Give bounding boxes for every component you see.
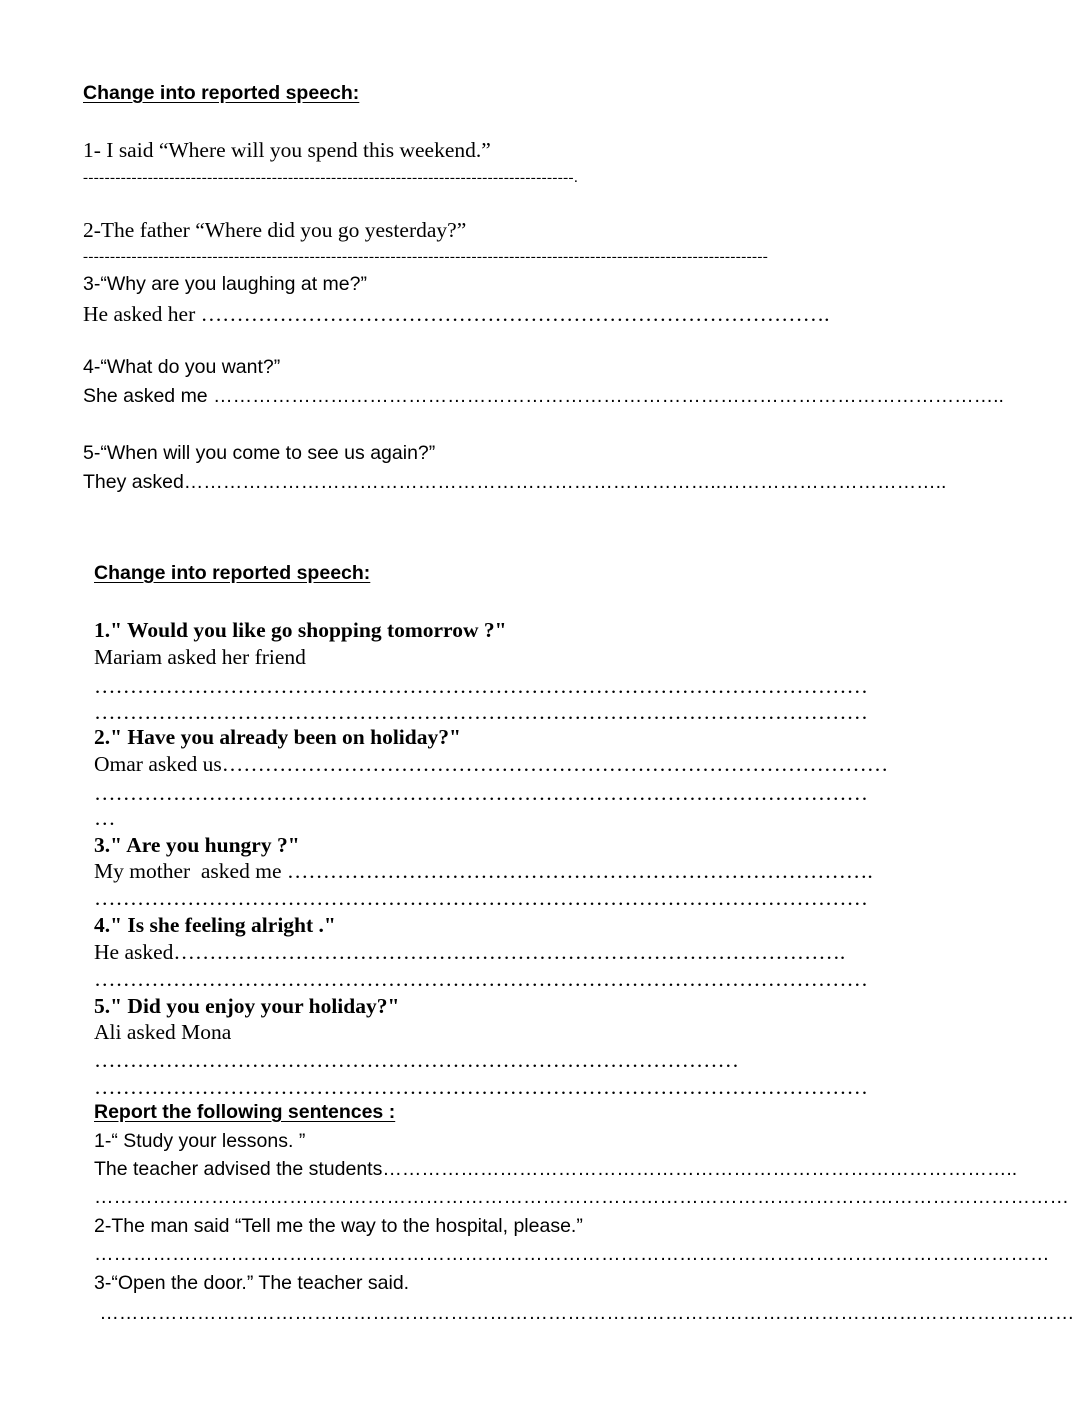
section1-heading: Change into reported speech: <box>83 82 360 104</box>
s2-prompt-2[interactable]: Omar asked us………………………………………………………………………………… <box>94 752 889 776</box>
s1-answer-line-4[interactable]: She asked me ………………………………………………………………………………………………………….. <box>83 385 1004 407</box>
s1-answer-line-1[interactable]: -------------------------------------------------------------------------------------------. <box>83 170 579 186</box>
s1-answer-line-5[interactable]: They asked………………………………………………………………………..…………………………….. <box>83 471 947 493</box>
s3-answer-line-2[interactable]: ………………………………………………………………………………………………………………………………… <box>94 1243 1050 1265</box>
s2-question-2: 2." Have you already been on holiday?" <box>94 725 461 749</box>
s2-answer-line-4[interactable]: ……………………………………………………………………………………………… <box>94 967 868 991</box>
s2-question-3: 3." Are you hungry ?" <box>94 833 300 857</box>
s3-answer-line-1b[interactable]: …………………………………………………………………………………………………………………………………… <box>94 1186 1069 1208</box>
s2-prompt-5: Ali asked Mona <box>94 1020 232 1044</box>
section2-heading: Change into reported speech: <box>94 562 371 584</box>
s2-prompt-4[interactable]: He asked…………………………………………………………………………………. <box>94 940 846 964</box>
s2-answer-line-2a[interactable]: ……………………………………………………………………………………………… <box>94 781 868 805</box>
s2-question-1: 1." Would you like go shopping tomorrow ?" <box>94 618 507 642</box>
s3-answer-line-1a[interactable]: The teacher advised the students…………………………………………………………………………………….. <box>94 1158 1018 1180</box>
s2-answer-line-5b[interactable]: ……………………………………………………………………………………………… <box>94 1075 868 1099</box>
s3-sentence-3: 3-“Open the door.” The teacher said. <box>94 1272 410 1294</box>
s2-prompt-3[interactable]: My mother asked me ………………………………………………………………………. <box>94 859 873 883</box>
s1-question-2: 2-The father “Where did you go yesterday?” <box>83 218 467 242</box>
s3-sentence-2: 2-The man said “Tell me the way to the hospital, please.” <box>94 1215 583 1237</box>
section3-heading: Report the following sentences : <box>94 1101 396 1123</box>
s2-answer-line-5a[interactable]: ……………………………………………………………………………… <box>94 1048 739 1072</box>
s2-question-5: 5." Did you enjoy your holiday?" <box>94 994 400 1018</box>
s3-answer-line-3[interactable]: …………………………………………………………………………………………………………………………………… <box>94 1302 1074 1324</box>
s1-question-1: 1- I said “Where will you spend this weekend.” <box>83 138 491 162</box>
s1-question-3: 3-“Why are you laughing at me?” <box>83 273 367 295</box>
s1-question-4: 4-“What do you want?” <box>83 356 281 378</box>
s2-prompt-1: Mariam asked her friend <box>94 645 306 669</box>
s1-answer-line-2[interactable]: ------------------------------------------------------------------------------------------------------------------------------- <box>83 249 769 265</box>
s2-answer-line-3[interactable]: ……………………………………………………………………………………………… <box>94 886 868 910</box>
s2-answer-line-1b[interactable]: ……………………………………………………………………………………………… <box>94 700 868 724</box>
s1-question-5: 5-“When will you come to see us again?” <box>83 442 436 464</box>
s3-sentence-1: 1-“ Study your lessons. ” <box>94 1130 306 1152</box>
s2-answer-line-1a[interactable]: ……………………………………………………………………………………………… <box>94 674 868 698</box>
s1-answer-line-3[interactable]: He asked her ……………………………………………………………………………. <box>83 302 830 326</box>
s2-answer-line-2b[interactable]: … <box>94 806 116 830</box>
s2-question-4: 4." Is she feeling alright ." <box>94 913 336 937</box>
